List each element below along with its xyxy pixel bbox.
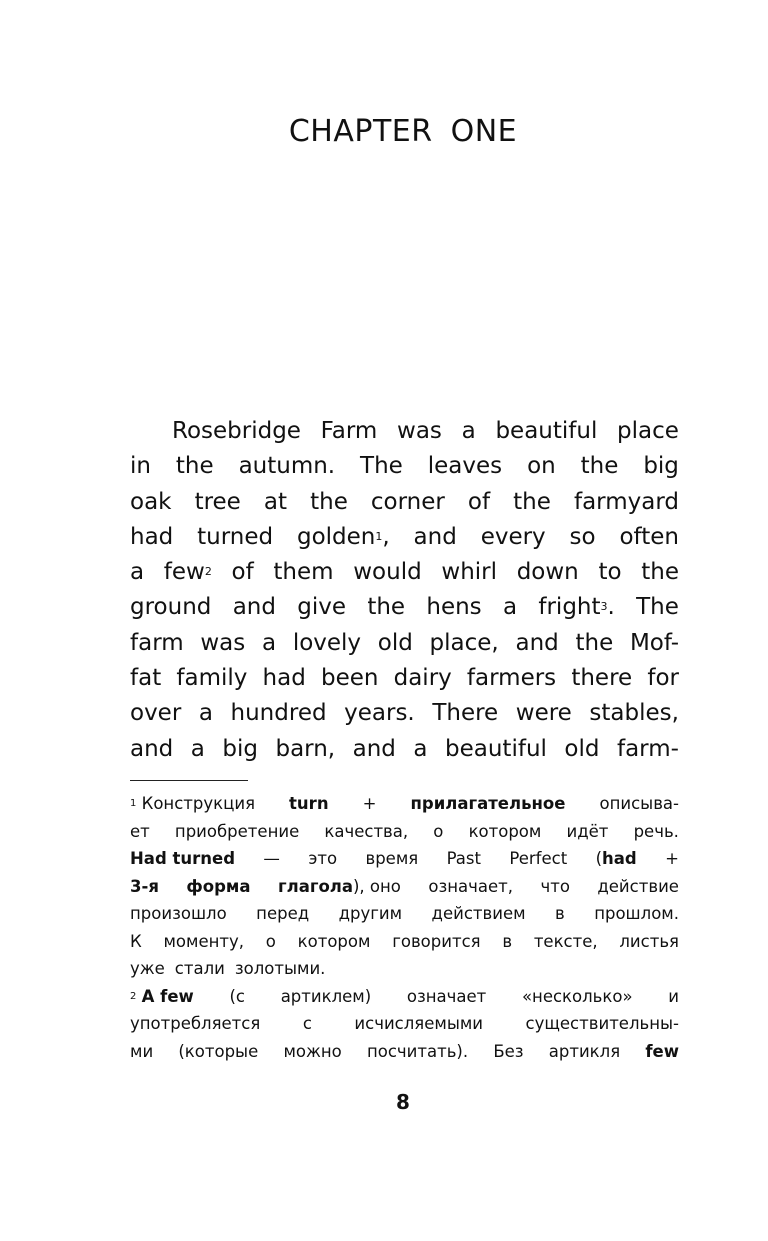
footnote-divider: [130, 780, 248, 781]
paragraph-line-9: over a hundred years. There were stables,: [130, 700, 679, 727]
paragraph-line-1: Rosebridge Farm was a beautiful place: [172, 418, 679, 444]
footnote-1-line-4: 3-я форма глагола), оно означает, что действие: [130, 876, 679, 896]
footnotes: [130, 790, 679, 1065]
footnote-1-line-6: К моменту, о котором говорится в тексте, листья: [130, 931, 679, 951]
footnote-1-line-1: $^1$ Конструкция turn + прилагательное описыва-: [130, 794, 679, 813]
footnote-ref-1: 1: [375, 529, 383, 543]
footnote-1-line-2: ет приобретение качества, о котором идёт речь.: [130, 821, 679, 841]
footnote-ref-3: 3: [600, 600, 608, 614]
footnote-2-line-3: ми (которые можно посчитать). Без артикля few: [130, 1041, 679, 1061]
footnote-1-line-7: уже стали золотыми.: [130, 959, 326, 978]
paragraph-line-5: a few$^2$ of them would whirl down to the: [130, 555, 679, 590]
footnote-marker-1: 1: [130, 798, 137, 809]
footnote-marker-2: 2: [130, 990, 137, 1002]
main-paragraph: [130, 414, 679, 767]
footnote-2-line-1: $^2$ A few (с артиклем) означает «несколько» и: [130, 986, 679, 1006]
word-fright-with-footnote: fright$^3$.: [538, 594, 615, 621]
paragraph-line-3: oak tree at the corner of the farmyard: [130, 488, 679, 515]
word-golden-with-footnote: golden$^1$,: [296, 523, 390, 550]
chapter-title: CHAPTER ONE: [288, 114, 518, 149]
paragraph-line-7: farm was a lovely old place, and the Mof-: [130, 629, 679, 656]
footnote-1-line-5: произошло перед другим действием в прошлом.: [130, 904, 679, 923]
word-few-with-footnote: few$^2$: [163, 559, 212, 586]
page-number: 8: [396, 1090, 410, 1114]
paragraph-line-4: had turned golden$^1$, and every so often: [130, 520, 679, 555]
paragraph-line-6: ground and give the hens a fright$^3$. The: [130, 590, 679, 625]
paragraph-line-8: fat family had been dairy farmers there for: [130, 665, 679, 692]
paragraph-line-2: in the autumn. The leaves on the big: [130, 453, 679, 480]
footnote-ref-2: 2: [204, 565, 212, 579]
footnote-2-line-2: употребляется с исчисляемыми существительны-: [130, 1014, 679, 1033]
footnote-1-line-3: Had turned — это время Past Perfect (had +: [130, 849, 679, 868]
paragraph-line-10: and a big barn, and a beautiful old farm-: [130, 735, 679, 762]
